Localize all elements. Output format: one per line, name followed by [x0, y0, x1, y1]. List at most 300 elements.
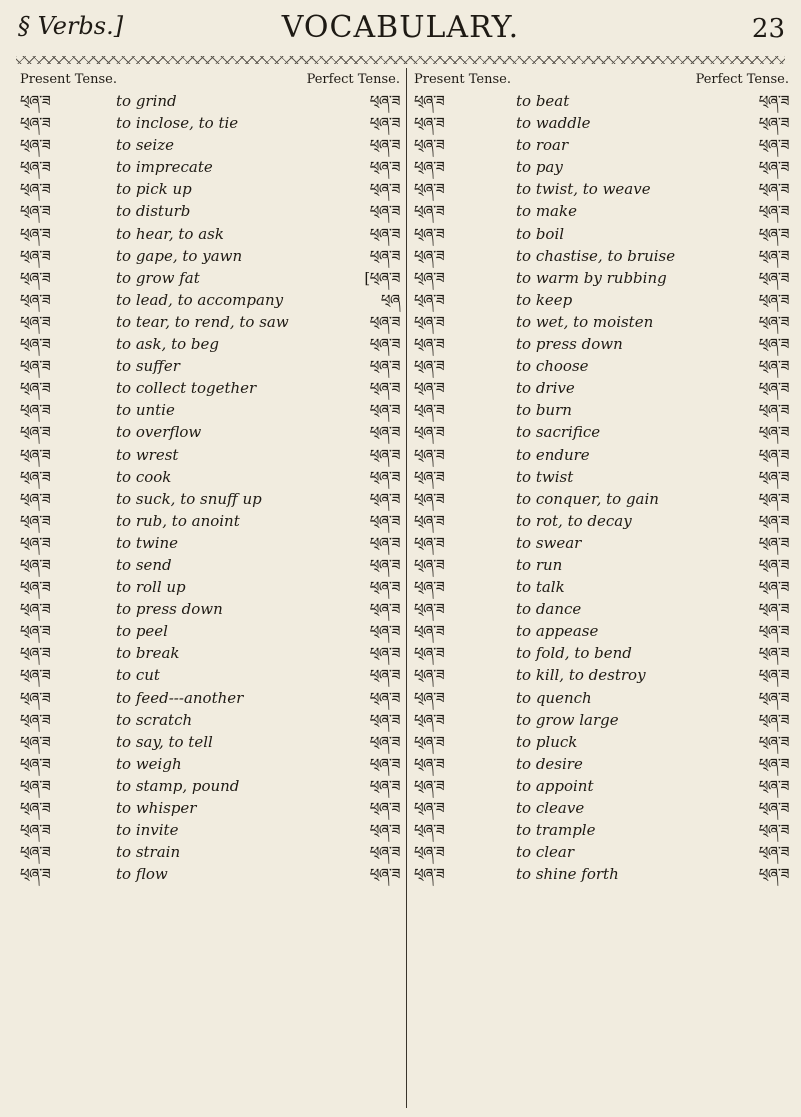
vocab-entry — [414, 775, 789, 797]
vocab-entry — [20, 223, 400, 245]
english-gloss: to roar — [516, 136, 569, 155]
vocab-entry — [414, 178, 789, 200]
present-tense-form: ཕ྄ཞ་ཟ — [20, 799, 51, 817]
present-tense-form: ཕ྄ཞ་ཟ — [414, 489, 445, 508]
english-gloss: to rot, to decay — [516, 511, 632, 530]
vocab-entry — [20, 554, 400, 576]
vocab-entry — [414, 598, 789, 620]
present-tense-form: ཕ྄ཞ་ཟ — [414, 533, 445, 552]
perfect-tense-form: ཕ྄ཞ་ཟ — [369, 821, 400, 840]
vocab-entry — [20, 377, 400, 399]
vocab-entry — [20, 355, 400, 377]
vocab-entry — [414, 687, 789, 709]
english-gloss: to feed---another — [116, 688, 244, 707]
english-gloss: to scratch — [116, 710, 193, 729]
english-gloss: to peel — [116, 622, 168, 641]
english-gloss: to dance — [516, 600, 582, 619]
present-tense-form: ཕ྄ཞ་ཟ — [20, 246, 51, 265]
perfect-tense-form: ཕ྄ཞ་ཟ — [758, 246, 789, 265]
english-gloss: to talk — [516, 578, 565, 597]
vocab-entry — [414, 709, 789, 731]
english-gloss: to cleave — [516, 799, 585, 817]
present-tense-form: ཕ྄ཞ་ཟ — [414, 268, 445, 287]
vocab-entry — [20, 333, 400, 355]
present-tense-form: ཕ྄ཞ་ཟ — [414, 688, 445, 707]
present-tense-form: ཕ྄ཞ་ཟ — [20, 136, 51, 155]
present-tense-form: ཕ྄ཞ་ཟ — [414, 335, 445, 354]
vocab-entry — [20, 200, 400, 222]
english-gloss: to keep — [516, 290, 573, 309]
perfect-tense-form: ཕ྄ཞ་ཟ — [369, 578, 400, 597]
present-tense-form: ཕ྄ཞ་ཟ — [20, 578, 51, 597]
vocab-entry — [20, 156, 400, 178]
english-gloss: to appease — [516, 622, 599, 641]
vocab-entry — [414, 620, 789, 642]
perfect-tense-form: ཕ྄ཞ་ཟ — [369, 555, 400, 574]
present-tense-form: ཕ྄ཞ་ཟ — [20, 467, 51, 486]
perfect-tense-form: ཕ྄ཞ་ཟ — [369, 754, 400, 773]
page-title: VOCABULARY. — [281, 10, 520, 45]
english-gloss: to fold, to bend — [516, 644, 632, 663]
english-gloss: to quench — [516, 688, 592, 707]
present-tense-form: ཕ྄ཞ་ཟ — [20, 180, 51, 199]
perfect-tense-form: ཕ྄ཞ་ཟ — [369, 622, 400, 641]
vocab-entry — [20, 664, 400, 686]
perfect-tense-form: ཕ྄ཞ་ཟ — [758, 666, 789, 685]
present-tense-form: ཕ྄ཞ་ཟ — [20, 555, 51, 574]
present-tense-form: ཕ྄ཞ་ཟ — [414, 423, 445, 442]
vocab-entry — [20, 421, 400, 443]
english-gloss: to swear — [516, 533, 582, 552]
vocab-entry — [414, 444, 789, 466]
english-gloss: to wrest — [116, 445, 179, 464]
english-gloss: to twine — [116, 533, 179, 552]
perfect-tense-form: ཕ྄ཞ་ཟ — [369, 401, 400, 420]
page-number: 23 — [751, 14, 785, 44]
english-gloss: to shine forth — [516, 865, 619, 884]
vocab-entry — [414, 819, 789, 841]
vocab-entry — [20, 289, 400, 311]
present-tense-form: ཕ྄ཞ་ཟ — [414, 865, 445, 884]
perfect-tense-form: ཕ྄ཞ་ཟ — [369, 136, 400, 155]
english-gloss: to sacrifice — [516, 423, 601, 442]
english-gloss: to drive — [516, 379, 575, 398]
present-tense-form: ཕ྄ཞ་ཟ — [20, 666, 51, 685]
perfect-tense-form: ཕ྄ཞ་ཟ — [758, 710, 789, 729]
perfect-tense-form: ཕ྄ཞ་ཟ — [369, 445, 400, 464]
present-tense-form: ཕ྄ཞ་ཟ — [20, 379, 51, 398]
present-tense-form: ཕ྄ཞ་ཟ — [414, 799, 445, 817]
vocab-entry — [414, 134, 789, 156]
present-tense-form: ཕ྄ཞ་ཟ — [20, 114, 51, 133]
vocab-entry — [20, 311, 400, 333]
vocab-entry — [414, 245, 789, 267]
english-gloss: to invite — [116, 821, 179, 840]
perfect-tense-form: ཕ྄ཞ་ཟ — [369, 224, 400, 243]
present-tense-form: ཕ྄ཞ་ཟ — [414, 843, 445, 862]
section-label: § Verbs.] — [18, 12, 124, 40]
english-gloss: to pick up — [116, 180, 192, 199]
english-gloss: to disturb — [116, 202, 191, 221]
perfect-tense-form: ཕ྄ཞ་ཟ — [758, 158, 789, 177]
present-tense-form: ཕ྄ཞ་ཟ — [414, 622, 445, 641]
english-gloss: to twist — [516, 467, 574, 486]
vocab-list — [414, 90, 789, 885]
present-tense-form: ཕ྄ཞ་ཟ — [20, 224, 51, 243]
perfect-tense-label: Perfect Tense. — [306, 72, 400, 87]
perfect-tense-form: ཕ྄ཞ་ཟ — [758, 776, 789, 795]
column-header — [414, 66, 789, 90]
vocab-entry — [20, 178, 400, 200]
vocab-entry — [20, 863, 400, 885]
perfect-tense-form: ཕ྄ཞ་ཟ — [758, 136, 789, 155]
english-gloss: to stamp, pound — [116, 776, 240, 795]
english-gloss: to kill, to destroy — [516, 666, 646, 685]
vocab-column-left — [20, 66, 400, 885]
english-gloss: to choose — [516, 357, 589, 376]
perfect-tense-form: ཕ྄ཞ་ཟ — [369, 335, 400, 354]
english-gloss: to inclose, to tie — [116, 114, 239, 133]
vocab-entry — [20, 576, 400, 598]
perfect-tense-form: ཕ྄ཞ་ཟ — [758, 379, 789, 398]
english-gloss: to trample — [516, 821, 596, 840]
present-tense-form: ཕ྄ཞ་ཟ — [20, 732, 51, 751]
present-tense-form: ཕ྄ཞ་ཟ — [20, 290, 51, 309]
english-gloss: to hear, to ask — [116, 224, 224, 243]
perfect-tense-form: ཕ྄ཞ་ཟ — [369, 489, 400, 508]
vocab-entry — [20, 399, 400, 421]
vocab-entry — [414, 421, 789, 443]
english-gloss: to gape, to yawn — [116, 246, 243, 265]
english-gloss: to beat — [516, 92, 570, 110]
perfect-tense-form: ཕ྄ཞ་ཟ — [758, 821, 789, 840]
present-tense-form: ཕ྄ཞ་ཟ — [414, 357, 445, 376]
vocab-list — [20, 90, 400, 885]
vocab-entry — [20, 466, 400, 488]
vocab-entry — [414, 156, 789, 178]
present-tense-form: ཕ྄ཞ་ཟ — [414, 401, 445, 420]
present-tense-form: ཕ྄ཞ་ཟ — [20, 202, 51, 221]
english-gloss: to burn — [516, 401, 572, 420]
vocab-entry — [414, 863, 789, 885]
present-tense-form: ཕ྄ཞ་ཟ — [20, 843, 51, 862]
perfect-tense-form: ཕ྄ཞ་ཟ — [369, 710, 400, 729]
vocab-entry — [414, 554, 789, 576]
english-gloss: to grow fat — [116, 268, 200, 287]
present-tense-form: ཕ྄ཞ་ཟ — [20, 335, 51, 354]
english-gloss: to ask, to beg — [116, 335, 220, 354]
vocab-entry — [414, 488, 789, 510]
english-gloss: to twist, to weave — [516, 180, 651, 199]
present-tense-form: ཕ྄ཞ་ཟ — [20, 865, 51, 884]
perfect-tense-form: ཕ྄ཞ་ཟ — [758, 688, 789, 707]
present-tense-form: ཕ྄ཞ་ཟ — [20, 401, 51, 420]
present-tense-form: ཕ྄ཞ་ཟ — [414, 445, 445, 464]
present-tense-form: ཕ྄ཞ་ཟ — [414, 776, 445, 795]
vocab-entry — [414, 797, 789, 819]
english-gloss: to make — [516, 202, 577, 221]
english-gloss: to strain — [116, 843, 181, 862]
present-tense-form: ཕ྄ཞ་ཟ — [414, 821, 445, 840]
perfect-tense-form: ཕ྄ཞ་ཟ — [369, 776, 400, 795]
present-tense-form: ཕ྄ཞ་ཟ — [414, 224, 445, 243]
vocab-entry — [20, 687, 400, 709]
english-gloss: to rub, to anoint — [116, 511, 240, 530]
present-tense-label: Present Tense. — [414, 72, 511, 87]
perfect-tense-form: ཕ྄ཞ་ཟ — [369, 423, 400, 442]
present-tense-form: ཕ྄ཞ་ཟ — [414, 600, 445, 619]
vocab-entry — [414, 333, 789, 355]
perfect-tense-form: ཕ྄ཞ་ཟ — [758, 489, 789, 508]
present-tense-form: ཕ྄ཞ་ཟ — [414, 246, 445, 265]
present-tense-form: ཕ྄ཞ་ཟ — [20, 754, 51, 773]
present-tense-form: ཕ྄ཞ་ཟ — [414, 644, 445, 663]
english-gloss: to run — [516, 555, 563, 574]
vocab-entry — [20, 819, 400, 841]
perfect-tense-form: ཕ྄ཞ་ཟ — [758, 843, 789, 862]
english-gloss: to untie — [116, 401, 175, 420]
english-gloss: to clear — [516, 843, 575, 862]
english-gloss: to press down — [116, 600, 223, 619]
vocab-entry — [414, 753, 789, 775]
perfect-tense-form: ཕ྄ཞ་ཟ — [758, 799, 789, 817]
english-gloss: to roll up — [116, 578, 186, 597]
vocab-entry — [20, 444, 400, 466]
perfect-tense-form: ཕ྄ཞ་ཟ — [369, 312, 400, 331]
perfect-tense-form: ཕ྄ཞ་ཟ — [758, 180, 789, 199]
vocab-entry — [20, 134, 400, 156]
present-tense-form: ཕ྄ཞ་ཟ — [20, 489, 51, 508]
perfect-tense-form: ཕ྄ཞ་ཟ — [369, 865, 400, 884]
perfect-tense-form: ཕ྄ཞ — [380, 290, 400, 309]
perfect-tense-form: ཕ྄ཞ་ཟ — [758, 335, 789, 354]
present-tense-form: ཕ྄ཞ་ཟ — [414, 92, 445, 110]
vocab-entry — [20, 112, 400, 134]
english-gloss: to press down — [516, 335, 623, 354]
vocab-entry — [414, 112, 789, 134]
perfect-tense-form: ཕ྄ཞ་ཟ — [758, 202, 789, 221]
english-gloss: to suffer — [116, 357, 180, 376]
perfect-tense-form: ཕ྄ཞ་ཟ — [758, 511, 789, 530]
vocab-entry — [20, 620, 400, 642]
perfect-tense-form: ཕ྄ཞ་ཟ — [758, 644, 789, 663]
english-gloss: to cut — [116, 666, 160, 685]
vocab-entry — [414, 532, 789, 554]
present-tense-form: ཕ྄ཞ་ཟ — [20, 622, 51, 641]
perfect-tense-form: ཕ྄ཞ་ཟ — [758, 401, 789, 420]
present-tense-form: ཕ྄ཞ་ཟ — [414, 578, 445, 597]
perfect-tense-form: ཕ྄ཞ་ཟ — [758, 533, 789, 552]
perfect-tense-form: [ཕ྄ཞ་ཟ — [364, 268, 400, 287]
english-gloss: to seize — [116, 136, 174, 155]
english-gloss: to whisper — [116, 799, 197, 817]
english-gloss: to lead, to accompany — [116, 290, 284, 309]
vocab-entry — [414, 311, 789, 333]
perfect-tense-form: ཕ྄ཞ་ཟ — [758, 268, 789, 287]
perfect-tense-form: ཕ྄ཞ་ཟ — [758, 622, 789, 641]
english-gloss: to endure — [516, 445, 590, 464]
present-tense-form: ཕ྄ཞ་ཟ — [20, 92, 51, 110]
vocab-entry — [414, 466, 789, 488]
perfect-tense-form: ཕ྄ཞ་ཟ — [758, 423, 789, 442]
present-tense-form: ཕ྄ཞ་ཟ — [414, 312, 445, 331]
present-tense-form: ཕ྄ཞ་ཟ — [20, 688, 51, 707]
perfect-tense-form: ཕ྄ཞ་ཟ — [369, 843, 400, 862]
vocab-entry — [20, 709, 400, 731]
perfect-tense-form: ཕ྄ཞ་ཟ — [369, 533, 400, 552]
perfect-tense-form: ཕ྄ཞ་ཟ — [758, 92, 789, 110]
perfect-tense-form: ཕ྄ཞ་ཟ — [369, 666, 400, 685]
present-tense-form: ཕ྄ཞ་ཟ — [414, 114, 445, 133]
vocab-entry — [414, 841, 789, 863]
perfect-tense-form: ཕ྄ཞ་ཟ — [369, 114, 400, 133]
present-tense-form: ཕ྄ཞ་ཟ — [414, 732, 445, 751]
vocab-entry — [20, 245, 400, 267]
english-gloss: to desire — [516, 754, 583, 773]
perfect-tense-form: ཕ྄ཞ་ཟ — [758, 357, 789, 376]
perfect-tense-form: ཕ྄ཞ་ཟ — [758, 865, 789, 884]
present-tense-form: ཕ྄ཞ་ཟ — [414, 754, 445, 773]
present-tense-form: ཕ྄ཞ་ཟ — [20, 533, 51, 552]
vocab-entry — [414, 289, 789, 311]
english-gloss: to grind — [116, 92, 177, 110]
present-tense-form: ཕ྄ཞ་ཟ — [20, 644, 51, 663]
vocab-entry — [414, 223, 789, 245]
vocab-entry — [20, 731, 400, 753]
english-gloss: to boil — [516, 224, 565, 243]
present-tense-form: ཕ྄ཞ་ཟ — [414, 710, 445, 729]
present-tense-form: ཕ྄ཞ་ཟ — [414, 379, 445, 398]
present-tense-form: ཕ྄ཞ་ཟ — [414, 202, 445, 221]
vocab-entry — [414, 731, 789, 753]
vocab-entry — [20, 841, 400, 863]
present-tense-form: ཕ྄ཞ་ཟ — [414, 180, 445, 199]
present-tense-form: ཕ྄ཞ་ཟ — [20, 600, 51, 619]
english-gloss: to pay — [516, 158, 563, 177]
english-gloss: to waddle — [516, 114, 591, 133]
vocab-column-right — [414, 66, 789, 885]
perfect-tense-form: ཕ྄ཞ་ཟ — [369, 158, 400, 177]
present-tense-form: ཕ྄ཞ་ཟ — [414, 158, 445, 177]
present-tense-form: ཕ྄ཞ་ཟ — [414, 666, 445, 685]
vocab-entry — [414, 377, 789, 399]
page-header — [14, 4, 787, 54]
perfect-tense-form: ཕ྄ཞ་ཟ — [369, 202, 400, 221]
english-gloss: to break — [116, 644, 180, 663]
present-tense-form: ཕ྄ཞ་ཟ — [414, 555, 445, 574]
english-gloss: to say, to tell — [116, 732, 213, 751]
english-gloss: to send — [116, 555, 172, 574]
vocab-entry — [414, 200, 789, 222]
present-tense-form: ཕ྄ཞ་ཟ — [20, 158, 51, 177]
perfect-tense-form: ཕ྄ཞ་ཟ — [758, 445, 789, 464]
english-gloss: to weigh — [116, 754, 182, 773]
perfect-tense-form: ཕ྄ཞ་ཟ — [369, 688, 400, 707]
present-tense-form: ཕ྄ཞ་ཟ — [20, 821, 51, 840]
column-header — [20, 66, 400, 90]
english-gloss: to tear, to rend, to saw — [116, 312, 289, 331]
present-tense-form: ཕ྄ཞ་ཟ — [20, 710, 51, 729]
english-gloss: to overflow — [116, 423, 202, 442]
perfect-tense-form: ཕ྄ཞ་ཟ — [758, 224, 789, 243]
perfect-tense-form: ཕ྄ཞ་ཟ — [369, 467, 400, 486]
column-divider — [406, 68, 407, 1108]
perfect-tense-form: ཕ྄ཞ་ཟ — [758, 290, 789, 309]
present-tense-form: ཕ྄ཞ་ཟ — [20, 511, 51, 530]
present-tense-form: ཕ྄ཞ་ཟ — [20, 312, 51, 331]
vocab-entry — [414, 399, 789, 421]
perfect-tense-form: ཕ྄ཞ་ཟ — [369, 799, 400, 817]
english-gloss: to appoint — [516, 776, 594, 795]
english-gloss: to flow — [116, 865, 168, 884]
present-tense-form: ཕ྄ཞ་ཟ — [20, 445, 51, 464]
vocab-entry — [20, 510, 400, 532]
vocab-entry — [20, 267, 400, 289]
header-ornament-rule — [16, 56, 785, 64]
vocab-entry — [414, 90, 789, 112]
perfect-tense-form: ཕ྄ཞ་ཟ — [369, 246, 400, 265]
perfect-tense-form: ཕ྄ཞ་ཟ — [369, 644, 400, 663]
present-tense-form: ཕ྄ཞ་ཟ — [414, 290, 445, 309]
vocab-entry — [20, 90, 400, 112]
perfect-tense-form: ཕ྄ཞ་ཟ — [369, 92, 400, 110]
perfect-tense-form: ཕ྄ཞ་ཟ — [758, 732, 789, 751]
vocab-entry — [414, 576, 789, 598]
perfect-tense-form: ཕ྄ཞ་ཟ — [758, 578, 789, 597]
perfect-tense-form: ཕ྄ཞ་ཟ — [758, 754, 789, 773]
perfect-tense-form: ཕ྄ཞ་ཟ — [369, 511, 400, 530]
vocab-entry — [414, 355, 789, 377]
perfect-tense-form: ཕ྄ཞ་ཟ — [369, 379, 400, 398]
perfect-tense-label: Perfect Tense. — [695, 72, 789, 87]
present-tense-form: ཕ྄ཞ་ཟ — [20, 268, 51, 287]
perfect-tense-form: ཕ྄ཞ་ཟ — [369, 180, 400, 199]
english-gloss: to cook — [116, 467, 172, 486]
vocab-entry — [414, 642, 789, 664]
perfect-tense-form: ཕ྄ཞ་ཟ — [369, 732, 400, 751]
english-gloss: to collect together — [116, 379, 257, 398]
perfect-tense-form: ཕ྄ཞ་ཟ — [758, 467, 789, 486]
present-tense-form: ཕ྄ཞ་ཟ — [414, 511, 445, 530]
present-tense-label: Present Tense. — [20, 72, 117, 87]
vocab-entry — [20, 488, 400, 510]
perfect-tense-form: ཕ྄ཞ་ཟ — [758, 555, 789, 574]
present-tense-form: ཕ྄ཞ་ཟ — [414, 136, 445, 155]
vocab-entry — [414, 664, 789, 686]
vocab-entry — [20, 775, 400, 797]
perfect-tense-form: ཕ྄ཞ་ཟ — [758, 114, 789, 133]
english-gloss: to grow large — [516, 710, 619, 729]
present-tense-form: ཕ྄ཞ་ཟ — [414, 467, 445, 486]
present-tense-form: ཕ྄ཞ་ཟ — [20, 776, 51, 795]
perfect-tense-form: ཕ྄ཞ་ཟ — [758, 312, 789, 331]
vocab-entry — [20, 598, 400, 620]
english-gloss: to imprecate — [116, 158, 213, 177]
english-gloss: to chastise, to bruise — [516, 246, 676, 265]
perfect-tense-form: ཕ྄ཞ་ཟ — [369, 600, 400, 619]
english-gloss: to conquer, to gain — [516, 489, 659, 508]
perfect-tense-form: ཕ྄ཞ་ཟ — [369, 357, 400, 376]
english-gloss: to pluck — [516, 732, 578, 751]
perfect-tense-form: ཕ྄ཞ་ཟ — [758, 600, 789, 619]
english-gloss: to warm by rubbing — [516, 268, 667, 287]
english-gloss: to wet, to moisten — [516, 312, 654, 331]
vocab-entry — [20, 532, 400, 554]
vocab-entry — [20, 642, 400, 664]
present-tense-form: ཕ྄ཞ་ཟ — [20, 423, 51, 442]
present-tense-form: ཕ྄ཞ་ཟ — [20, 357, 51, 376]
vocab-entry — [414, 510, 789, 532]
